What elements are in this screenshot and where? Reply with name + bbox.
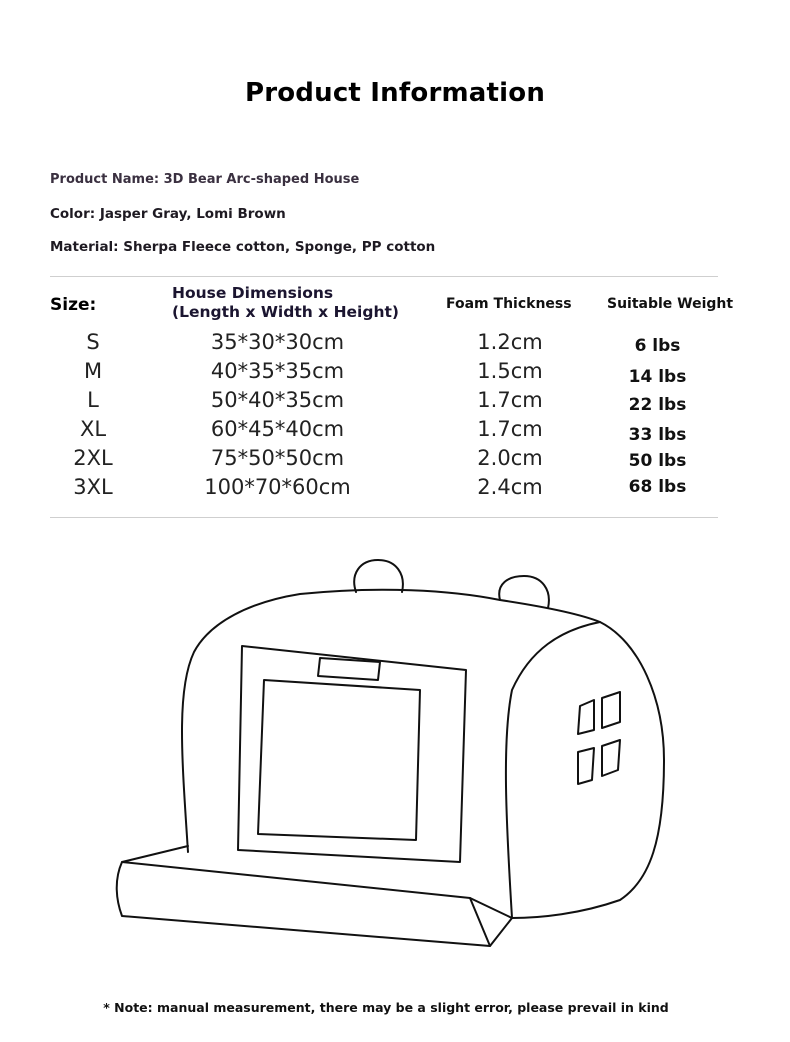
left-ear	[354, 560, 403, 592]
table-cell-dimensions: 40*35*35cm	[210, 359, 345, 383]
window-pane-bottom-right	[602, 740, 620, 776]
table-cell-foam: 2.4cm	[477, 475, 543, 499]
table-cell-dimensions: 50*40*35cm	[210, 388, 345, 412]
door-opening	[258, 680, 420, 840]
table-cell-size: XL	[79, 417, 107, 441]
table-cell-dimensions: 35*30*30cm	[210, 330, 345, 354]
window-pane-bottom-left	[578, 748, 594, 784]
table-cell-foam: 1.7cm	[477, 388, 543, 412]
table-cell-size: 2XL	[73, 446, 113, 470]
material-line: Material: Sherpa Fleece cotton, Sponge, PP cotton	[50, 239, 436, 255]
table-cell-weight: 68 lbs	[628, 477, 687, 497]
table-cell-size: 3XL	[73, 475, 113, 499]
window-pane-top-left	[578, 700, 594, 734]
name-plate	[318, 658, 380, 680]
table-cell-foam: 1.5cm	[477, 359, 543, 383]
table-cell-size: M	[83, 359, 103, 383]
table-cell-foam: 1.2cm	[477, 330, 543, 354]
table-cell-weight: 14 lbs	[628, 367, 687, 387]
table-cell-weight: 50 lbs	[628, 451, 687, 471]
page-title: Product Information	[244, 78, 546, 108]
table-cell-foam: 1.7cm	[477, 417, 543, 441]
dimensions-header-line1: House Dimensions	[172, 284, 334, 302]
product-name-line: Product Name: 3D Bear Arc-shaped House	[50, 172, 360, 187]
front-face-edge	[506, 622, 600, 918]
table-cell-dimensions: 60*45*40cm	[210, 417, 345, 441]
table-cell-dimensions: 100*70*60cm	[204, 475, 351, 499]
table-cell-size: S	[86, 330, 100, 354]
size-column-header: Size:	[50, 295, 97, 315]
table-cell-size: L	[87, 388, 99, 412]
table-cell-weight: 22 lbs	[628, 395, 687, 415]
house-body	[182, 590, 664, 918]
foam-column-header: Foam Thickness	[446, 296, 572, 312]
table-cell-dimensions: 75*50*50cm	[210, 446, 345, 470]
table-cell-weight: 33 lbs	[628, 425, 687, 445]
table-cell-foam: 2.0cm	[477, 446, 543, 470]
weight-column-header: Suitable Weight	[607, 296, 734, 312]
dimensions-header-line2: (Length x Width x Height)	[172, 303, 399, 321]
window-pane-top-right	[602, 692, 620, 728]
color-line: Color: Jasper Gray, Lomi Brown	[50, 206, 286, 222]
table-cell-weight: 6 lbs	[634, 336, 681, 356]
base-top-edge	[122, 862, 512, 918]
measurement-note: * Note: manual measurement, there may be a slight error, please prevail in kind	[103, 1000, 669, 1015]
